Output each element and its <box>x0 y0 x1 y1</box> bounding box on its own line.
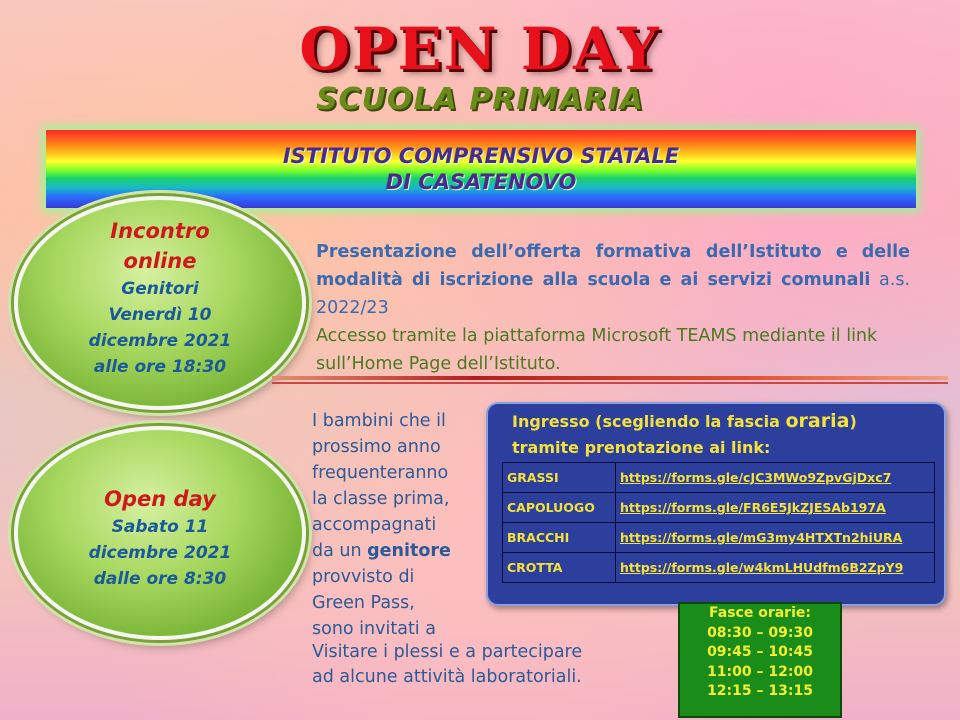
kids-line-pre: da un <box>312 541 368 561</box>
time-slot: 09:45 – 10:45 <box>707 644 813 660</box>
school-name: GRASSI <box>503 463 616 493</box>
kids-line: prossimo anno <box>312 437 441 457</box>
time-slot: 11:00 – 12:00 <box>707 663 813 680</box>
table-row <box>503 553 935 583</box>
presentation-access: Accesso tramite la piattaforma Microsoft TEAMS mediante il link sull’Home Page dell’Istituto. <box>316 326 878 374</box>
kids-line: provvisto di <box>312 567 415 587</box>
kids-invitation-tail <box>312 640 642 690</box>
presentation-part1: Presentazione dell’offerta formativa dell’Istituto e <box>316 242 848 262</box>
booking-link[interactable]: https://forms.gle/mG3my4HTXTn2hiURA <box>616 523 935 553</box>
school-name: CAPOLUOGO <box>503 493 616 523</box>
open-day-time: dalle ore 8:30 <box>93 569 227 589</box>
online-meeting-title-2: online <box>123 249 197 273</box>
time-slot: 12:15 – 13:15 <box>707 683 813 699</box>
kids-line: frequenteranno <box>312 463 449 483</box>
open-day-title: OPEN DAY <box>299 15 661 83</box>
school-name: CROTTA <box>503 553 616 583</box>
kids-line: sono invitati a <box>312 619 436 639</box>
section-divider <box>272 376 948 380</box>
time-slot: 08:30 – 09:30 <box>707 624 813 641</box>
booking-head-a: Ingresso ( <box>512 412 603 431</box>
booking-link[interactable]: https://forms.gle/FR6E5JkZJESAb197A <box>616 493 935 523</box>
time-slots-box <box>678 602 842 718</box>
kids-line: accompagnati <box>312 515 437 535</box>
booking-links-table <box>502 462 935 583</box>
open-day-oval-title: Open day <box>104 487 216 511</box>
kids-line: I bambini che il <box>312 411 446 431</box>
table-row <box>503 463 935 493</box>
school-name: BRACCHI <box>503 523 616 553</box>
kids-tail-line-1: Visitare i plessi e a partecipare <box>312 642 583 662</box>
online-meeting-date-1: Venerdì 10 <box>108 305 212 325</box>
banner-line-2: DI CASATENOVO <box>385 170 577 194</box>
banner-line-1: ISTITUTO COMPRENSIVO STATALE <box>282 144 680 168</box>
booking-heading <box>512 408 857 461</box>
table-row <box>503 523 935 553</box>
online-meeting-title-1: Incontro <box>110 219 210 243</box>
time-slots-title: Fasce orarie: <box>709 605 811 621</box>
school-subtitle: SCUOLA PRIMARIA <box>315 82 645 117</box>
booking-head-c: ) <box>849 412 857 431</box>
booking-head-b: scegliendo la fascia <box>602 412 786 431</box>
open-day-date-2: dicembre 2021 <box>88 543 232 563</box>
booking-link[interactable]: https://forms.gle/w4kmLHUdfm6B2ZpY9 <box>616 553 935 583</box>
online-meeting-time: alle ore 18:30 <box>93 357 227 377</box>
open-day-date-1: Sabato 11 <box>111 517 209 537</box>
online-meeting-date-2: dicembre 2021 <box>88 331 232 351</box>
presentation-year: a.s. 2022/23 <box>316 270 910 318</box>
open-day-oval <box>14 426 306 640</box>
booking-head-oraria: oraria <box>785 410 850 432</box>
booking-box <box>486 402 946 606</box>
presentation-text <box>316 238 910 378</box>
online-meeting-audience: Genitori <box>121 279 199 299</box>
presentation-part2: delle modalità di iscrizione alla scuola e ai servizi comunali <box>316 242 910 290</box>
kids-line: Green Pass, <box>312 593 415 613</box>
kids-tail-line-2: ad alcune attività laboratoriali. <box>312 667 582 687</box>
booking-head-line-2: tramite prenotazione ai link: <box>512 438 771 457</box>
section-divider-thin <box>272 382 948 384</box>
table-row <box>503 493 935 523</box>
online-meeting-oval <box>14 196 306 410</box>
booking-link[interactable]: https://forms.gle/cJC3MWo9ZpvGjDxc7 <box>616 463 935 493</box>
kids-line-parent-bold: genitore <box>367 541 451 561</box>
kids-line: la classe prima, <box>312 489 450 509</box>
